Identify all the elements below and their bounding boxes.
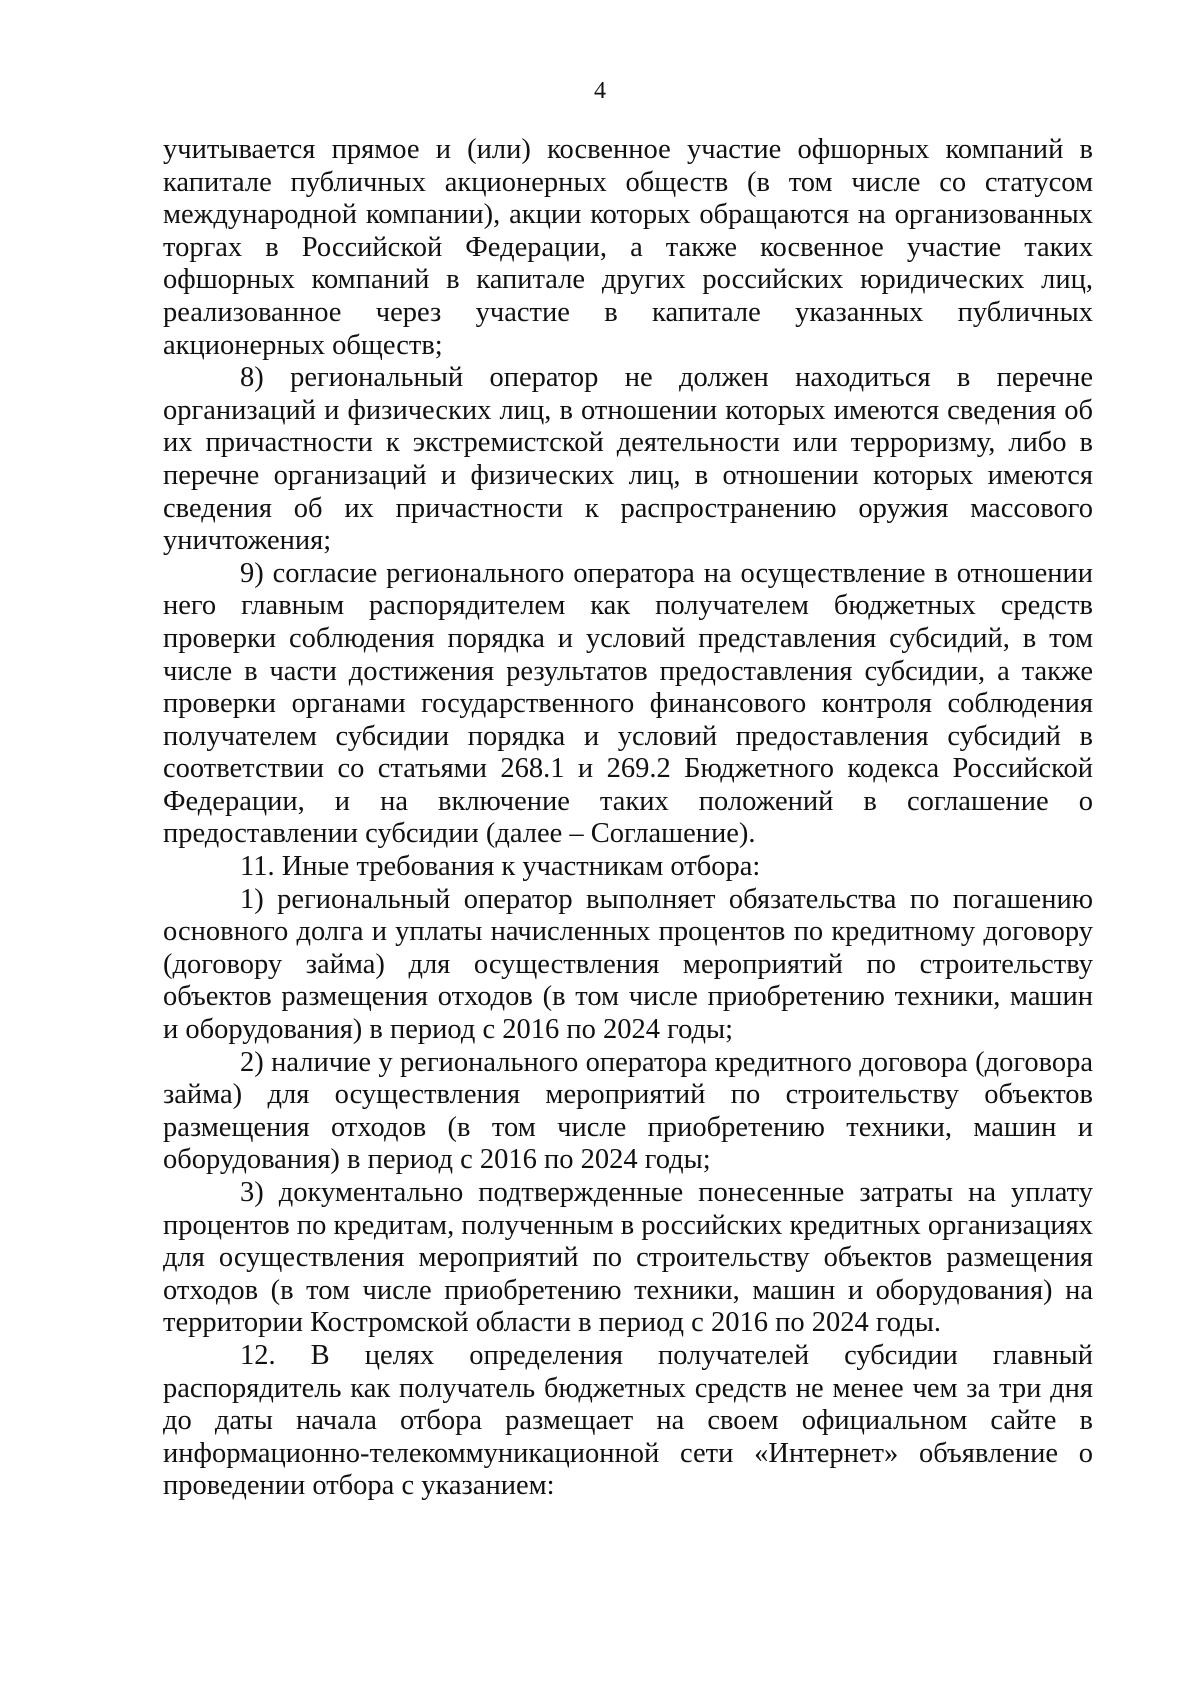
paragraph-section-11-item-2: 2) наличие у регионального оператора кредитного договора (договора займа) для осуществления мероприятий по строительству объектов размещения отходов (в том числе приобретению техники, машин и оборудования) в период с 2016 по 2024 годы; (163, 1046, 1093, 1176)
paragraph-section-11: 11. Иные требования к участникам отбора: (240, 851, 761, 883)
paragraph-section-12: 12. В целях определения получателей субсидии главный распорядитель как получатель бюджетных средств не менее чем за три дня до даты начала отбора размещает на своем официальном сайте в информационно-телекоммуникационной сети «Интернет» объявление о проведении отбора с указанием: (163, 1339, 1093, 1502)
paragraph-section-11-item-1: 1) региональный оператор выполняет обязательства по погашению основного долга и уплаты начисленных процентов по кредитному договору (договору займа) для осуществления мероприятий по строительству объектов размещения отходов (в том числе приобретению техники, машин и оборудования) в период с 2016 по 2024 годы; (163, 883, 1093, 1046)
paragraph-section-11-item-3: 3) документально подтвержденные понесенные затраты на уплату процентов по кредитам, полученным в российских кредитных организациях для осуществления мероприятий по строительству объектов размещения отходов (в том числе приобретению техники, машин и оборудования) на территории Костромской области в период с 2016 по 2024 годы. (163, 1177, 1093, 1339)
paragraph-continuation: учитывается прямое и (или) косвенное участие офшорных компаний в капитале публичных акционерных обществ (в том числе со статусом международной компании), акции которых обращаются на организованных торгах в Российской Федерации, а также косвенное участие таких офшорных компаний в капитале других российских юридических лиц, реализованное через участие в капитале указанных публичных акционерных обществ; (163, 134, 1093, 361)
paragraph-item-9: 9) согласие регионального оператора на осуществление в отношении него главным распорядителем как получателем бюджетных средств проверки соблюдения порядка и условий представления субсидий, в том числе в части достижения результатов предоставления субсидии, а также проверки органами государственного финансового контроля соблюдения получателем субсидии порядка и условий предоставления субсидий в соответствии со статьями 268.1 и 269.2 Бюджетного кодекса Российской Федерации, и на включение таких положений в соглашение о предоставлении субсидии (далее – Соглашение). (163, 557, 1093, 850)
paragraph-item-8: 8) региональный оператор не должен находиться в перечне организаций и физических лиц, в отношении которых имеются сведения об их причастности к экстремистской деятельности или терроризму, либо в перечне организаций и физических лиц, в отношении которых имеются сведения об их причастности к распространению оружия массового уничтожения; (163, 362, 1093, 557)
document-body (163, 134, 1093, 1503)
page-number: 4 (594, 78, 606, 104)
